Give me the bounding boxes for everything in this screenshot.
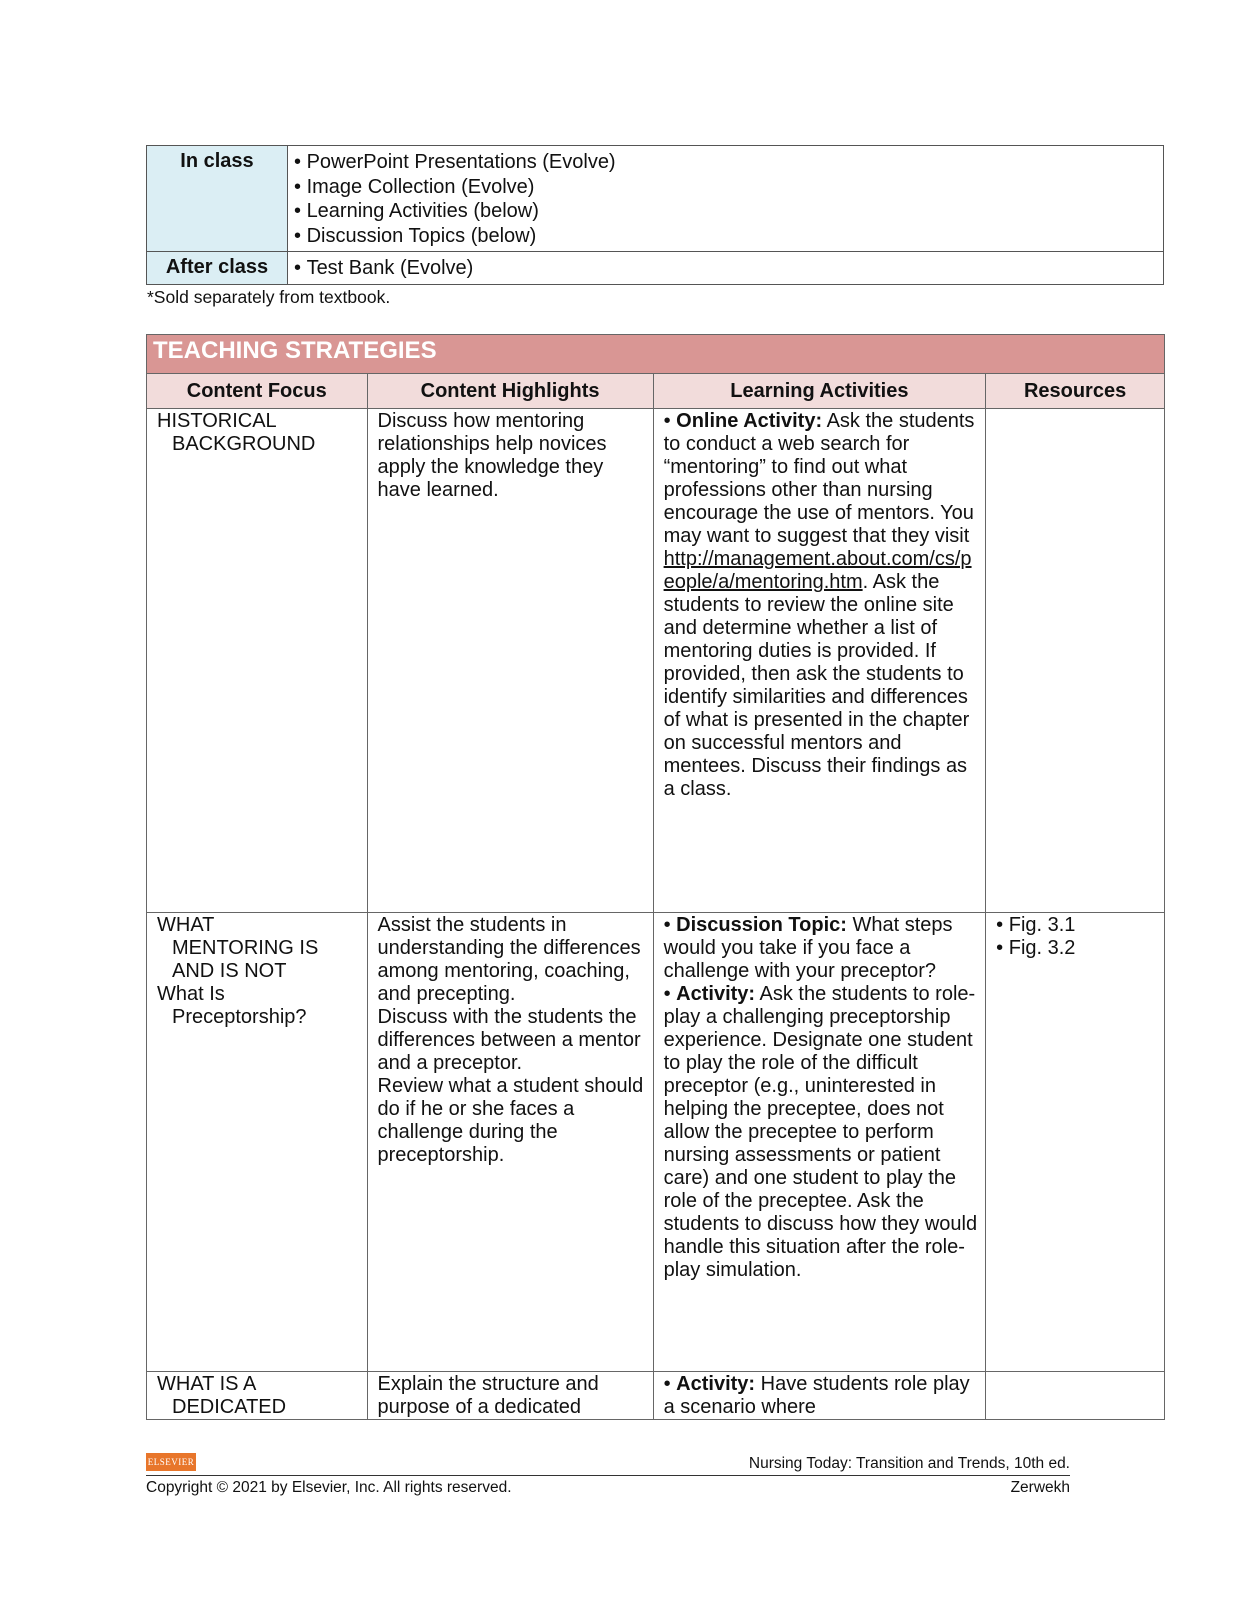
resources-table bbox=[146, 145, 1164, 285]
in-class-items bbox=[288, 146, 1164, 252]
activity-text: What steps would you take if you face a challenge with your preceptor? bbox=[663, 914, 953, 982]
focus-line: HISTORICAL bbox=[157, 410, 277, 432]
table-row bbox=[147, 1372, 1165, 1420]
learning-activities-cell bbox=[653, 913, 986, 1372]
highlight-paragraph: Review what a student should do if he or she faces a challenge during the preceptorship. bbox=[377, 1075, 644, 1166]
sold-separately-note: *Sold separately from textbook. bbox=[147, 287, 391, 307]
activity-label: Activity: bbox=[676, 983, 756, 1005]
header-resources: Resources bbox=[986, 374, 1165, 409]
learning-activities-cell bbox=[653, 1372, 986, 1420]
focus-line: MENTORING IS bbox=[172, 937, 319, 959]
activity-label: Activity: bbox=[676, 1373, 756, 1395]
list-item: • Learning Activities (below) bbox=[294, 199, 1157, 224]
list-item: • Image Collection (Evolve) bbox=[294, 175, 1157, 200]
table-header-row bbox=[147, 374, 1165, 409]
mentoring-link[interactable]: http://management.about.com/cs/people/a/mentoring.htm bbox=[663, 548, 972, 593]
resource-item: • Fig. 3.2 bbox=[996, 937, 1156, 960]
activity-text: Have students role play a scenario where bbox=[663, 1373, 970, 1418]
resource-item: • Fig. 3.1 bbox=[996, 914, 1156, 937]
focus-line: Preceptorship? bbox=[172, 1006, 307, 1028]
header-content-focus: Content Focus bbox=[147, 374, 368, 409]
activity-item bbox=[664, 983, 978, 1282]
table-row bbox=[147, 409, 1165, 913]
activity-label: Online Activity: bbox=[676, 410, 823, 432]
content-focus-cell bbox=[147, 409, 368, 913]
table-row bbox=[147, 913, 1165, 1372]
activity-label: Discussion Topic: bbox=[676, 914, 847, 936]
list-item: • Discussion Topics (below) bbox=[294, 224, 1157, 249]
list-item: • Test Bank (Evolve) bbox=[294, 256, 1157, 281]
list-item: • PowerPoint Presentations (Evolve) bbox=[294, 150, 1157, 175]
learning-activities-cell bbox=[653, 409, 986, 913]
highlight-paragraph: Discuss with the students the differences between a mentor and a preceptor. bbox=[377, 1006, 641, 1074]
focus-line: DEDICATED bbox=[172, 1396, 287, 1418]
footer-book-title: Nursing Today: Transition and Trends, 10th ed. bbox=[748, 1455, 1070, 1472]
footer-divider bbox=[146, 1475, 1070, 1476]
focus-line: AND IS NOT bbox=[172, 960, 287, 982]
elsevier-logo: ELSEVIER bbox=[146, 1453, 196, 1471]
activity-text: . Ask the students to review the online site and determine whether a list of mentoring duties is provided. If provided, then ask the students to identify similarities and differences of what is presented in the chapter on successful mentors and mentees. Discuss their findings as a class. bbox=[663, 571, 970, 800]
content-focus-cell bbox=[147, 913, 368, 1372]
activity-text: Ask the students to conduct a web search for “mentoring” to find out what professions other than nursing encourage the use of mentors. You may want to suggest that they visit bbox=[663, 410, 975, 547]
content-highlights-cell bbox=[367, 913, 653, 1372]
after-class-items bbox=[288, 252, 1164, 285]
header-content-highlights: Content Highlights bbox=[367, 374, 653, 409]
focus-line: What Is bbox=[157, 983, 225, 1005]
resources-cell bbox=[986, 913, 1165, 1372]
teaching-strategies-title: TEACHING STRATEGIES bbox=[147, 335, 1165, 374]
in-class-label: In class bbox=[147, 146, 288, 252]
activity-text: Ask the students to role-play a challenging preceptorship experience. Designate one student to play the role of the difficult preceptor (e.g., uninterested in helping the preceptee, does not allow the preceptee to perform nursing assessments or patient care) and one student to play the role of the preceptee. Ask the students to discuss how they would handle this situation after the role-play simulation. bbox=[663, 983, 978, 1281]
focus-line: BACKGROUND bbox=[172, 433, 316, 455]
content-focus-cell bbox=[147, 1372, 368, 1420]
teaching-strategies-table bbox=[146, 334, 1165, 1420]
highlight-paragraph: Assist the students in understanding the differences among mentoring, coaching, and precepting. bbox=[377, 914, 641, 1005]
in-class-row bbox=[147, 146, 1164, 252]
focus-line: WHAT bbox=[157, 914, 215, 936]
after-class-row bbox=[147, 252, 1164, 285]
header-learning-activities: Learning Activities bbox=[653, 374, 986, 409]
activity-item bbox=[664, 914, 978, 983]
footer-copyright: Copyright © 2021 by Elsevier, Inc. All rights reserved. bbox=[146, 1479, 512, 1496]
after-class-label: After class bbox=[147, 252, 288, 285]
content-highlights-cell: Explain the structure and purpose of a dedicated bbox=[367, 1372, 653, 1420]
content-highlights-cell: Discuss how mentoring relationships help novices apply the knowledge they have learned. bbox=[367, 409, 653, 913]
resources-cell bbox=[986, 409, 1165, 913]
footer-author: Zerwekh bbox=[1010, 1479, 1070, 1496]
resources-cell bbox=[986, 1372, 1165, 1420]
focus-line: WHAT IS A bbox=[157, 1373, 257, 1395]
